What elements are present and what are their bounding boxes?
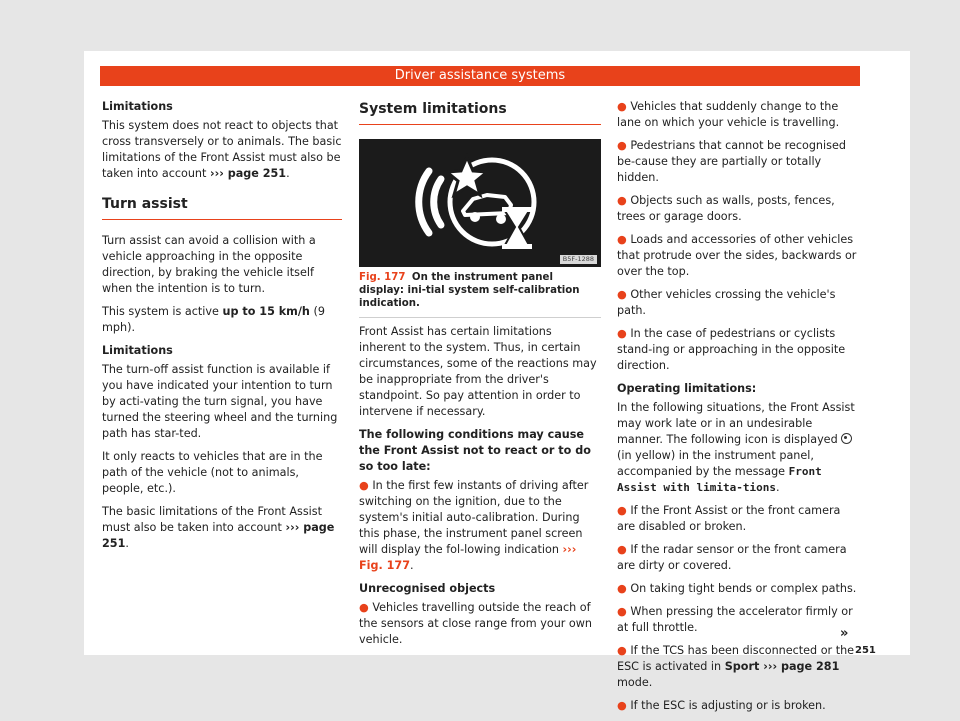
- bullet-icon: ●: [617, 605, 627, 618]
- bullet-icon: ●: [617, 139, 627, 152]
- bullet-icon: ●: [359, 479, 369, 492]
- display-message: Front Assist with limita-tions: [617, 465, 822, 494]
- bullet-icon: ●: [359, 601, 369, 614]
- bullet-icon: ●: [617, 582, 627, 595]
- bullet-item: ● If the radar sensor or the front camera are dirty or covered.: [617, 543, 847, 572]
- bullet-item: ● Vehicles that suddenly change to the lane on which your vehicle is travelling.: [617, 100, 840, 129]
- operating-heading: Operating limitations:: [617, 382, 757, 395]
- bullet-item: ● On taking tight bends or complex paths.: [617, 582, 857, 595]
- column-middle: [359, 99, 601, 655]
- continue-arrow-icon: »: [840, 626, 849, 641]
- bullet-icon: ●: [617, 100, 627, 113]
- limitations-text: This system does not react to objects that cross transversely or to animals. The basic limitations of the Front Assist must also be taken into account ››› page 251.: [102, 119, 342, 180]
- bullet-icon: ●: [617, 194, 627, 207]
- bullet-icon: ●: [617, 504, 627, 517]
- bullet-item: ● If the Front Assist or the front camera are disabled or broken.: [617, 504, 841, 533]
- front-assist-calibration-icon: [359, 139, 601, 267]
- reacts-text: It only reacts to vehicles that are in the path of the vehicle (not to animals, people, etc.).: [102, 450, 323, 495]
- bullet-item: ● If the ESC is adjusting or is broken.: [617, 699, 826, 712]
- bullet-item: ● Other vehicles crossing the vehicle's path.: [617, 288, 836, 317]
- bullet-icon: ●: [617, 327, 627, 340]
- unrecognised-heading: Unrecognised objects: [359, 582, 496, 595]
- figure-link[interactable]: ››› Fig. 177: [359, 543, 577, 572]
- figure-caption: Fig. 177 On the instrument panel display: ini-tial system self-calibration indication.: [359, 271, 601, 318]
- chapter-header: Driver assistance systems: [100, 66, 860, 86]
- turn-assist-text: Turn assist can avoid a collision with a vehicle approaching in the opposite direction, by braking the vehicle itself when the intention is to turn.: [102, 234, 316, 295]
- conditions-heading: The following conditions may cause the Front Assist not to react or to do so too late:: [359, 428, 591, 473]
- limitations-heading-2: Limitations: [102, 344, 173, 357]
- bullet-item: ● Objects such as walls, posts, fences, trees or garage doors.: [617, 194, 835, 223]
- bullet-icon: ●: [617, 543, 627, 556]
- page-link[interactable]: ››› page 251: [102, 521, 335, 550]
- bullet-item: ● In the case of pedestrians or cyclists stand-ing or approaching in the opposite direction.: [617, 327, 846, 372]
- figure-177: [359, 139, 601, 267]
- bullet-item: ● In the first few instants of driving after switching on the ignition, due to the system's initial auto-calibration. During this phase, the instrument panel screen will display the fol-lowing indication ››› Fig. 177.: [359, 479, 589, 572]
- front-assist-warning-icon: [841, 433, 852, 444]
- page-link[interactable]: ››› page 281: [759, 660, 840, 673]
- column-right: [617, 99, 860, 721]
- bullet-icon: ●: [617, 699, 627, 712]
- bullet-item: ● Loads and accessories of other vehicles that protrude over the sides, backwards or over the top.: [617, 233, 857, 278]
- column-left: [102, 99, 342, 559]
- page-number: 251: [855, 645, 876, 656]
- bullet-icon: ●: [617, 644, 627, 657]
- turnoff-text: The turn-off assist function is available if you have indicated your intention to turn by acti-vating the turn signal, you have turned the steering wheel and the turning path has star-ted.: [102, 363, 338, 440]
- section-title-turn-assist: Turn assist: [102, 196, 342, 220]
- bullet-icon: ●: [617, 288, 627, 301]
- page-link[interactable]: ››› page 251: [209, 167, 287, 180]
- bullet-item: ● When pressing the accelerator firmly or at full throttle.: [617, 605, 853, 634]
- section-title-system-limitations: System limitations: [359, 101, 601, 125]
- bullet-item: ● If the TCS has been disconnected or the ESC is activated in Sport ››› page 281 mode.: [617, 644, 855, 689]
- bullet-item: ● Pedestrians that cannot be recognised be-cause they are partially or totally hidden.: [617, 139, 846, 184]
- bullet-icon: ●: [617, 233, 627, 246]
- bullet-item: ● Vehicles travelling outside the reach of the sensors at close range from your own vehicle.: [359, 601, 593, 646]
- limitations-heading: Limitations: [102, 100, 173, 113]
- basic-limitations-text: The basic limitations of the Front Assist must also be taken into account ››› page 251.: [102, 505, 335, 550]
- operating-text: In the following situations, the Front Assist may work late or in an undesirable manner. The following icon is displayed (in yellow) in the instrument panel, accompanied by the message Front Assist with limita-tions.: [617, 401, 855, 494]
- figure-code: B5F-1288: [560, 255, 597, 264]
- intro-text: Front Assist has certain limitations inherent to the system. Thus, in certain circumstances, some of the reactions may be inappropriate from the driver's standpoint. So pay attention in order to intervene if necessary.: [359, 325, 597, 418]
- active-speed-text: This system is active up to 15 km/h (9 mph).: [102, 305, 325, 334]
